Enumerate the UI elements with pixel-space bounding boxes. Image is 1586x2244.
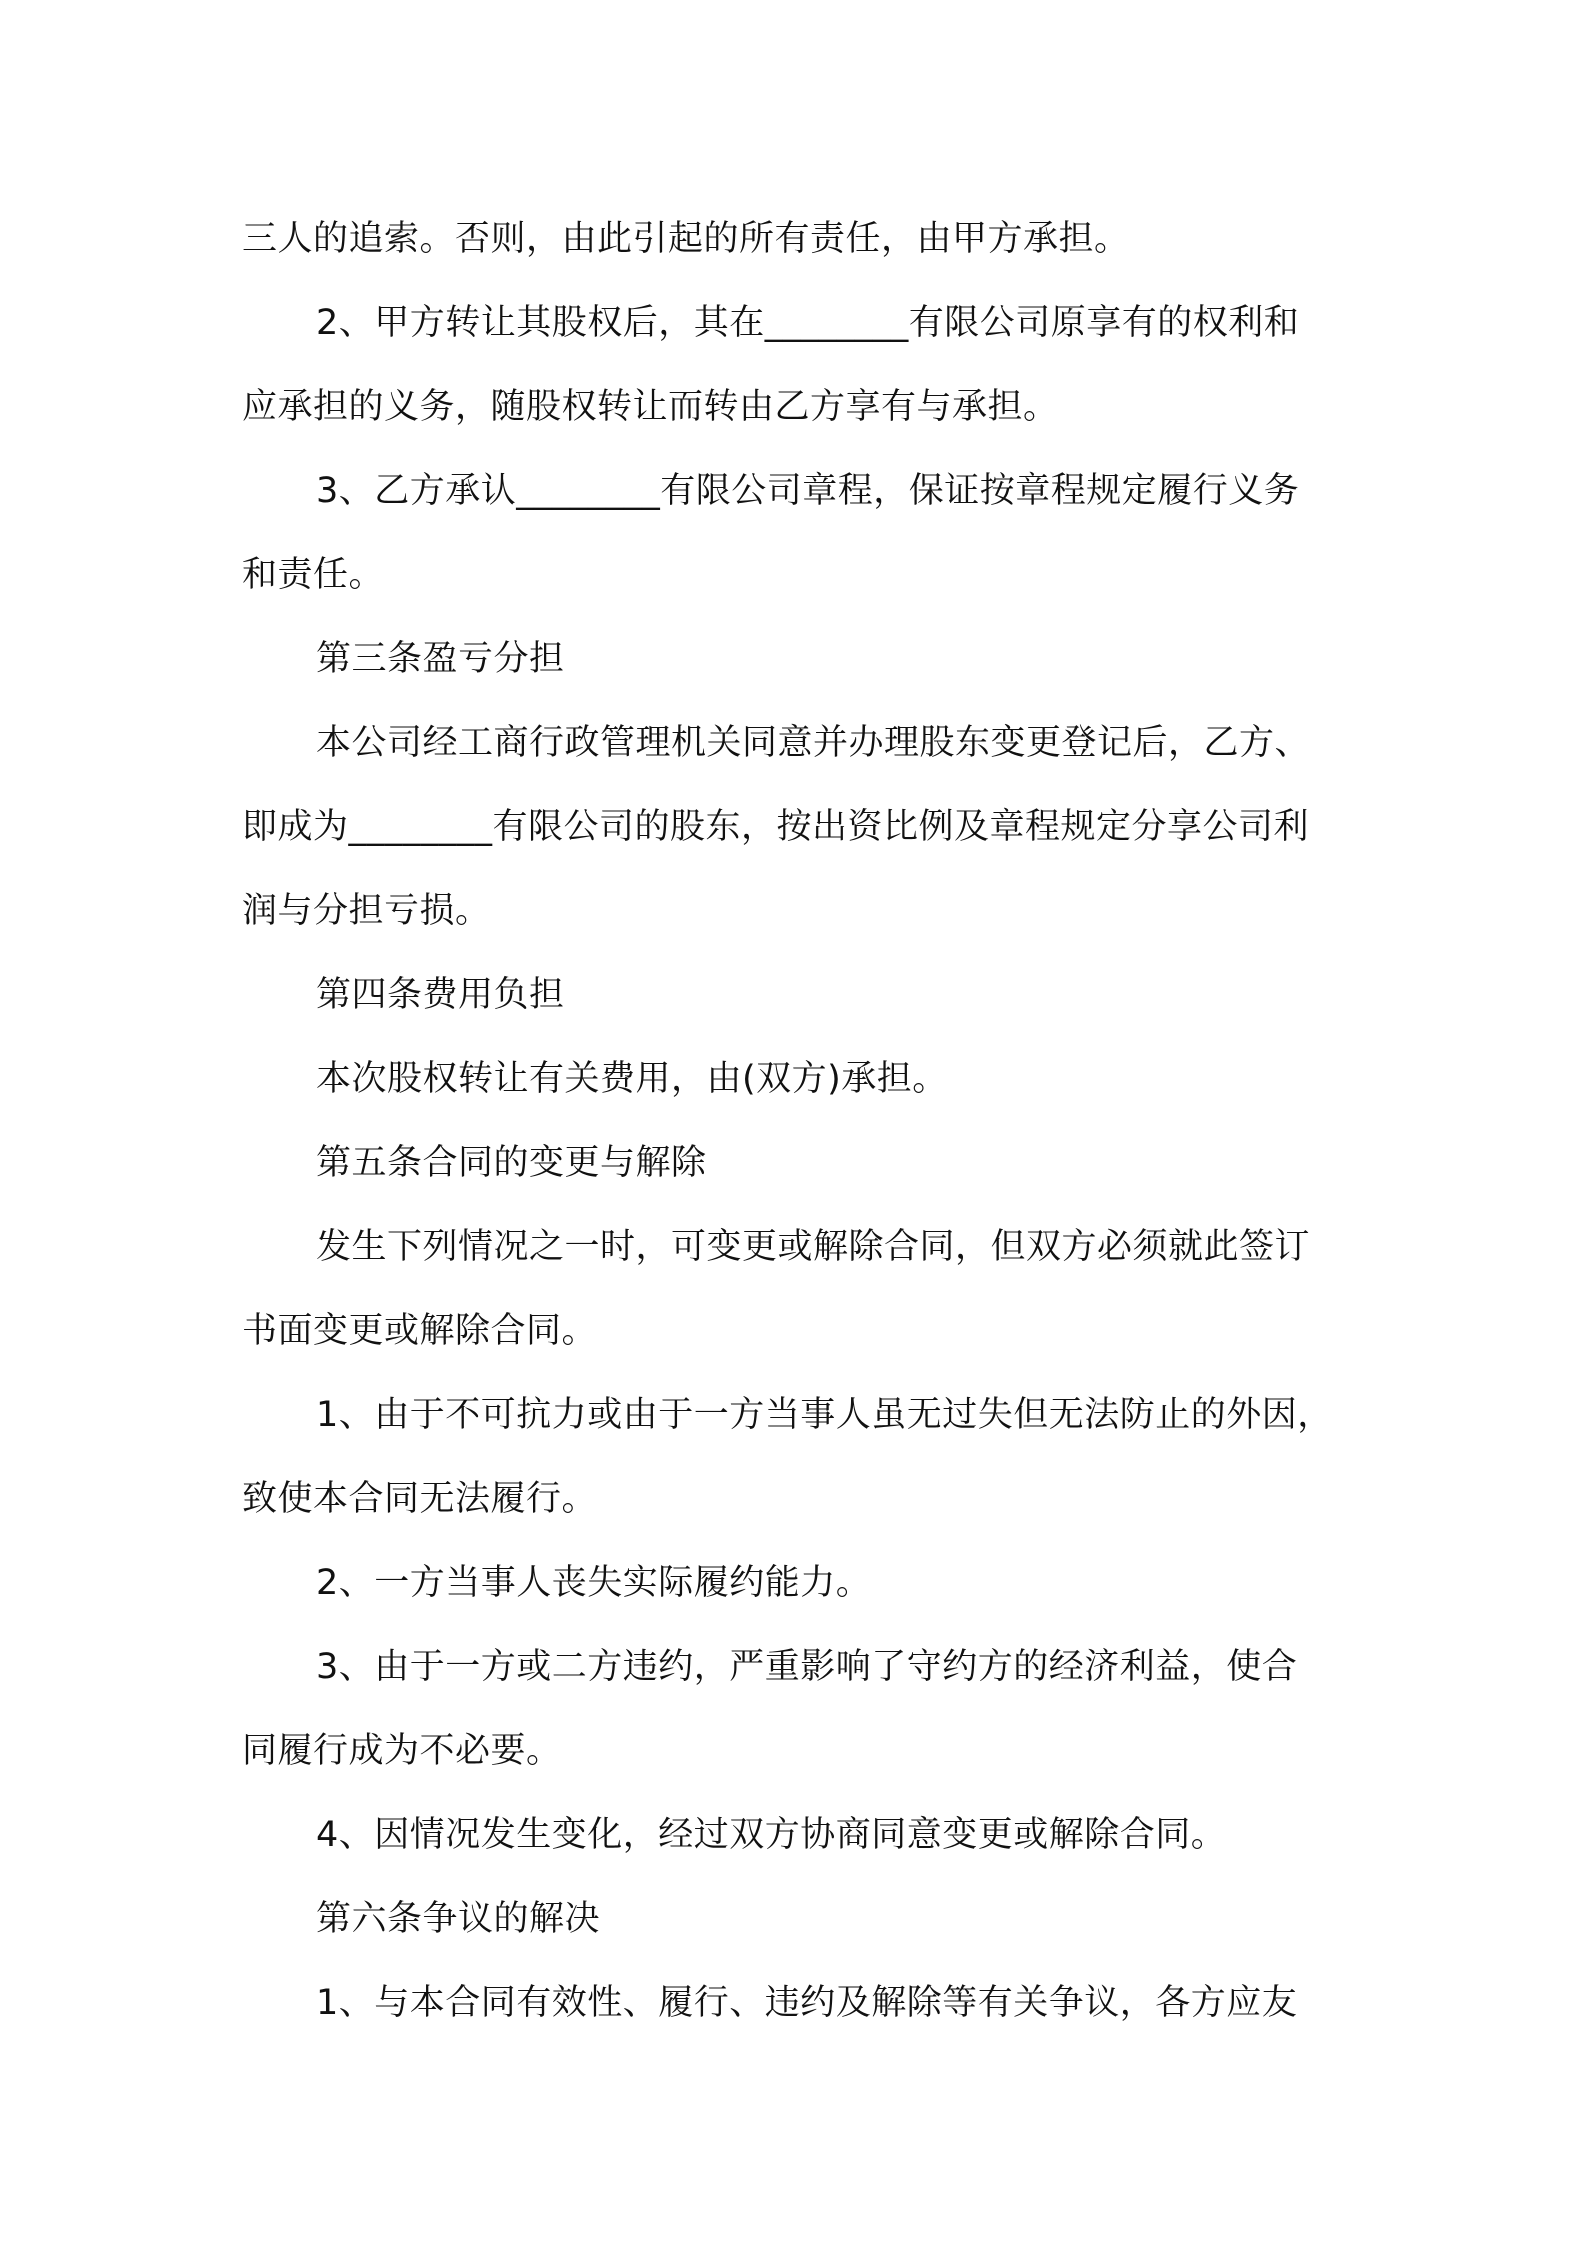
contract-text-body bbox=[242, 197, 1360, 2045]
section-heading: 第四条费用负担 bbox=[316, 975, 565, 1015]
text-line: 应承担的义务，随股权转让而转由乙方享有与承担。 bbox=[242, 387, 1059, 427]
text-line: 书面变更或解除合同。 bbox=[242, 1311, 598, 1351]
text-line: 2、一方当事人丧失实际履约能力。 bbox=[316, 1563, 872, 1603]
section-heading: 第五条合同的变更与解除 bbox=[316, 1143, 707, 1183]
section-heading: 第六条争议的解决 bbox=[316, 1899, 601, 1939]
text-line: 即成为________有限公司的股东，按出资比例及章程规定分享公司利 bbox=[242, 807, 1310, 847]
text-line: 三人的追索。否则，由此引起的所有责任，由甲方承担。 bbox=[242, 219, 1130, 259]
text-line: 致使本合同无法履行。 bbox=[242, 1479, 598, 1519]
text-line: 本次股权转让有关费用，由(双方)承担。 bbox=[316, 1059, 948, 1099]
text-line: 3、由于一方或二方违约，严重影响了守约方的经济利益，使合 bbox=[316, 1647, 1298, 1687]
section-heading: 第三条盈亏分担 bbox=[316, 639, 565, 679]
text-line: 润与分担亏损。 bbox=[242, 891, 491, 931]
text-line: 1、与本合同有效性、履行、违约及解除等有关争议，各方应友 bbox=[316, 1983, 1298, 2023]
text-line: 2、甲方转让其股权后，其在________有限公司原享有的权利和 bbox=[316, 303, 1300, 343]
text-line: 4、因情况发生变化，经过双方协商同意变更或解除合同。 bbox=[316, 1815, 1227, 1855]
text-line: 本公司经工商行政管理机关同意并办理股东变更登记后，乙方、 bbox=[316, 723, 1311, 763]
text-line: 和责任。 bbox=[242, 555, 385, 595]
text-line: 3、乙方承认________有限公司章程，保证按章程规定履行义务 bbox=[316, 471, 1300, 511]
text-line: 1、由于不可抗力或由于一方当事人虽无过失但无法防止的外因， bbox=[316, 1395, 1333, 1435]
text-line: 发生下列情况之一时，可变更或解除合同，但双方必须就此签订 bbox=[316, 1227, 1311, 1267]
text-line: 同履行成为不必要。 bbox=[242, 1731, 562, 1771]
